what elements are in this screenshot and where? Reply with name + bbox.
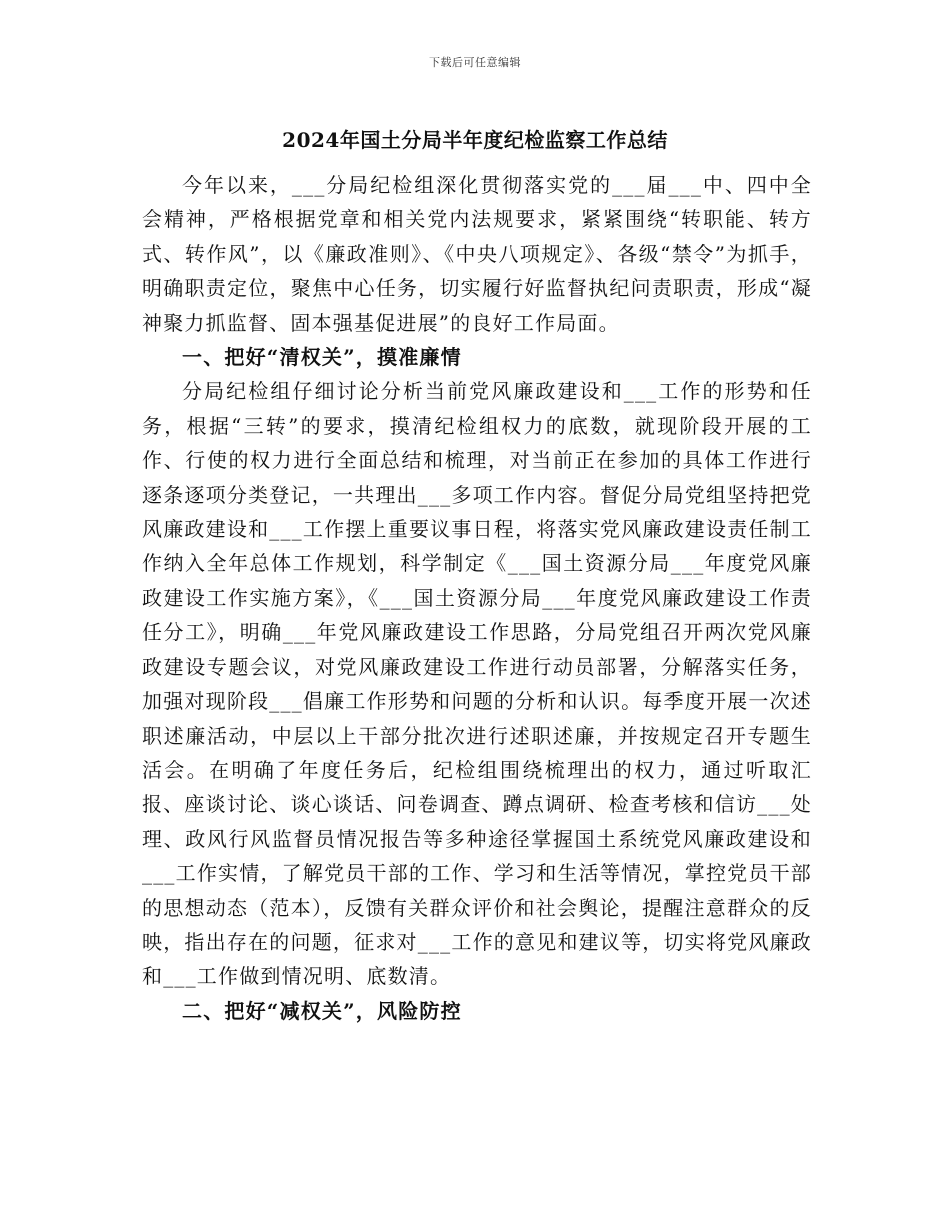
page-header-note: 下载后可任意编辑 bbox=[429, 56, 521, 69]
document-title: 2024年国土分局半年度纪检监察工作总结 bbox=[282, 128, 668, 152]
intro-paragraph: 今年以来，___分局纪检组深化贯彻落实党的___届___中、四中全会精神，严格根据党章和相关党内法规要求，紧紧围绕“转职能、转方式、转作风”，以《廉政准则》、《中央八项规定》、各级“禁令”为抓手，明确职责定位，聚焦中心任务，切实履行好监督执纪问责职责，形成“凝神聚力抓监督、固本强基促进展”的良好工作局面。 bbox=[142, 173, 812, 335]
document-body bbox=[142, 168, 812, 1028]
section-heading-1: 一、把好“清权关”，摸准廉情 bbox=[182, 345, 462, 370]
section-1-paragraph: 分局纪检组仔细讨论分析当前党风廉政建设和___工作的形势和任务，根据“三转”的要求，摸清纪检组权力的底数，就现阶段开展的工作、行使的权力进行全面总结和梳理，对当前正在参加的具体工作进行逐条逐项分类登记，一共理出___多项工作内容。督促分局党组坚持把党风廉政建设和___工作摆上重要议事日程，将落实党风廉政建设责任制工作纳入全年总体工作规划，科学制定《___国土资源分局___年度党风廉政建设工作实施方案》，《___国土资源分局___年度党风廉政建设工作责任分工》，明确___年党风廉政建设工作思路，分局党组召开两次党风廉政建设专题会议，对党风廉政建设工作进行动员部署，分解落实任务，加强对现阶段___倡廉工作形势和问题的分析和认识。每季度开展一次述职述廉活动，中层以上干部分批次进行述职述廉，并按规定召开专题生活会。在明确了年度任务后，纪检组围绕梳理出的权力，通过听取汇报、座谈讨论、谈心谈话、问卷调查、蹲点调研、检查考核和信访___处理、政风行风监督员情况报告等多种途径掌握国土系统党风廉政建设和___工作实情，了解党员干部的工作、学习和生活等情况，掌控党员干部的思想动态（范本），反馈有关群众评价和社会舆论，提醒注意群众的反映，指出存在的问题，征求对___工作的意见和建议等，切实将党风廉政和___工作做到情况明、底数清。 bbox=[142, 379, 812, 989]
section-heading-2: 二、把好“减权关”，风险防控 bbox=[182, 998, 462, 1023]
